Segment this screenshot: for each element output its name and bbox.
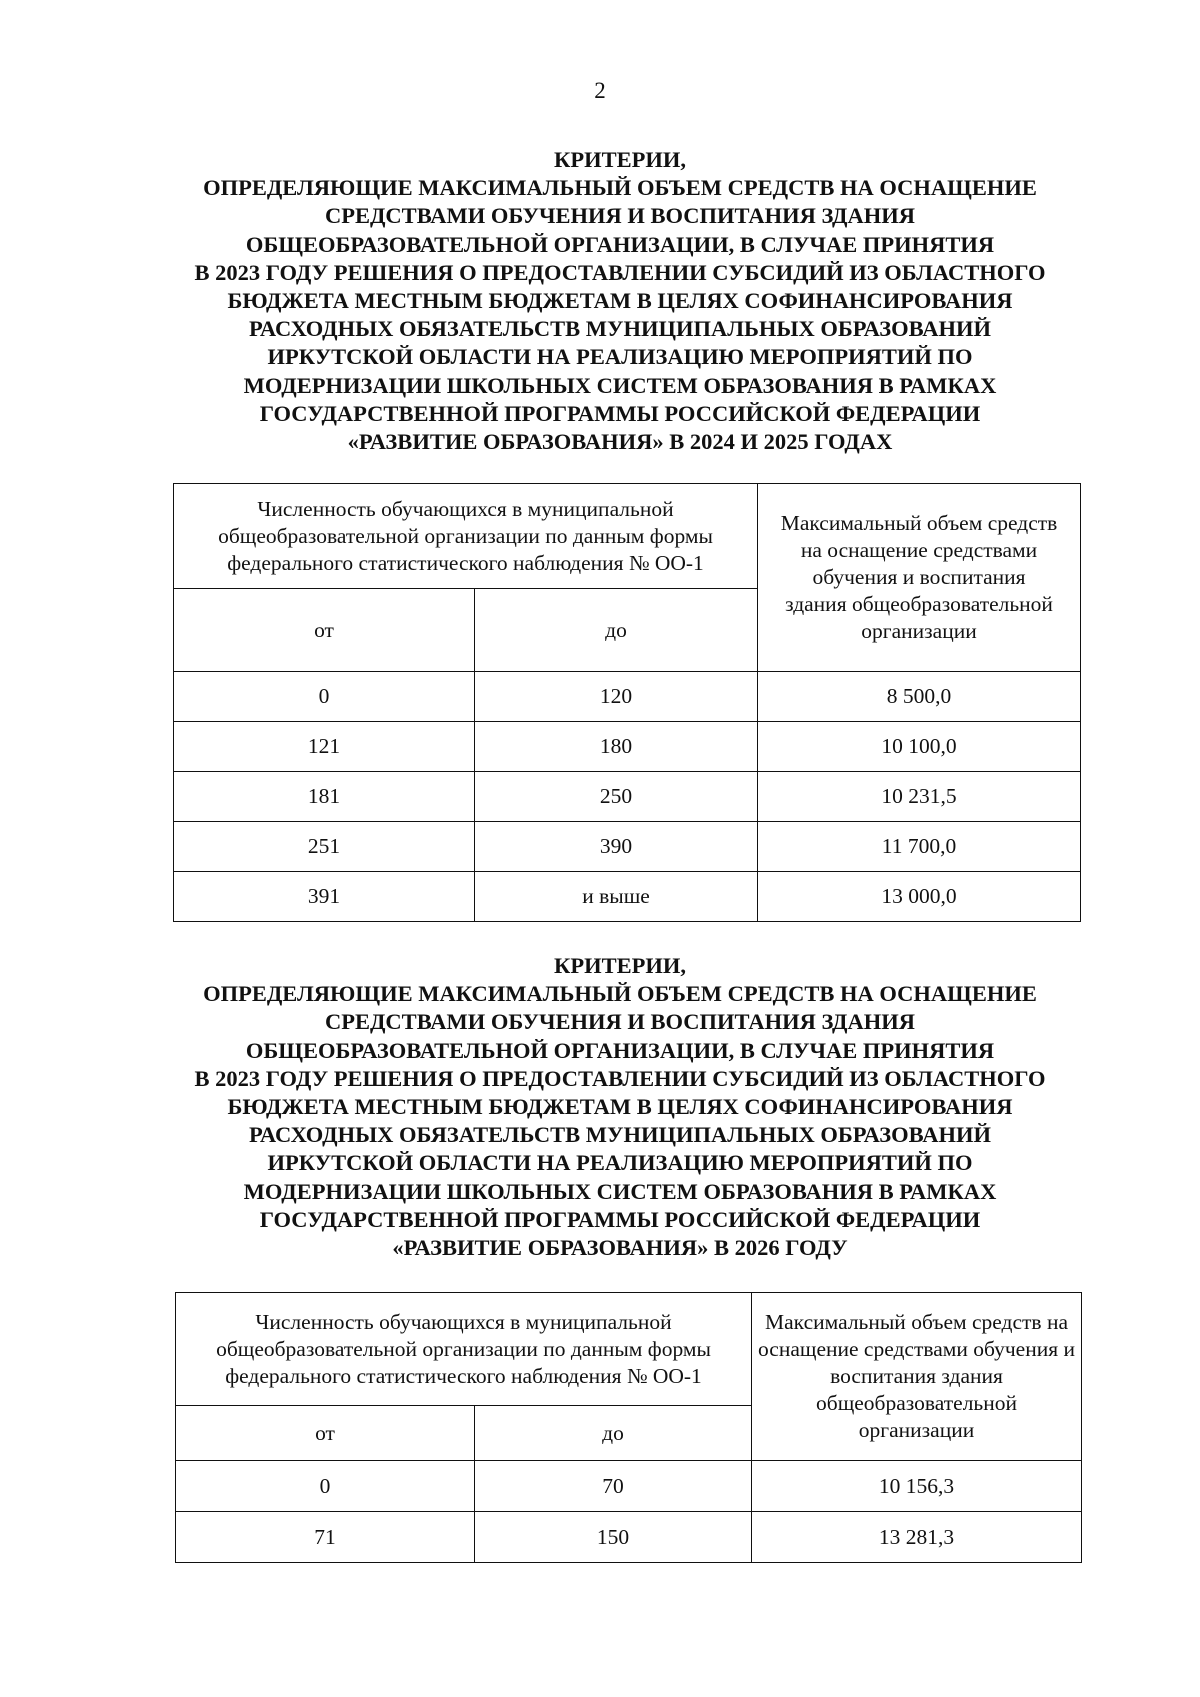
title-line: ГОСУДАРСТВЕННОЙ ПРОГРАММЫ РОССИЙСКОЙ ФЕДЕРАЦИИ bbox=[259, 400, 981, 426]
cell-from: 71 bbox=[176, 1512, 475, 1563]
title-line: КРИТЕРИИ, bbox=[554, 147, 686, 172]
criteria-title-2024-2025 bbox=[150, 146, 1090, 456]
title-line: ОПРЕДЕЛЯЮЩИЕ МАКСИМАЛЬНЫЙ ОБЪЕМ СРЕДСТВ НА ОСНАЩЕНИЕ bbox=[203, 175, 1037, 201]
header-to: до bbox=[475, 1406, 752, 1461]
cell-value: 13 281,3 bbox=[752, 1512, 1082, 1563]
header-max-funds: Максимальный объем средств на оснащение средствами обучения и воспитания здания общеобразовательной организации bbox=[752, 1293, 1082, 1461]
header-from: от bbox=[176, 1406, 475, 1461]
title-line: В 2023 ГОДУ РЕШЕНИЯ О ПРЕДОСТАВЛЕНИИ СУБСИДИЙ ИЗ ОБЛАСТНОГО bbox=[194, 259, 1046, 285]
cell-to: 70 bbox=[475, 1461, 752, 1512]
cell-to: 150 bbox=[475, 1512, 752, 1563]
title-line: ИРКУТСКОЙ ОБЛАСТИ НА РЕАЛИЗАЦИЮ МЕРОПРИЯТИЙ ПО bbox=[267, 1150, 973, 1176]
cell-from: 391 bbox=[174, 872, 475, 922]
cell-value: 10 156,3 bbox=[752, 1461, 1082, 1512]
cell-value: 10 231,5 bbox=[758, 772, 1081, 822]
title-line: МОДЕРНИЗАЦИИ ШКОЛЬНЫХ СИСТЕМ ОБРАЗОВАНИЯ В РАМКАХ bbox=[243, 1178, 997, 1204]
table-row bbox=[176, 1461, 1082, 1512]
page-number: 2 bbox=[594, 78, 606, 103]
table-header-row bbox=[176, 1293, 1082, 1406]
criteria-title-2026 bbox=[150, 952, 1090, 1262]
header-from: от bbox=[174, 589, 475, 672]
title-line: ГОСУДАРСТВЕННОЙ ПРОГРАММЫ РОССИЙСКОЙ ФЕДЕРАЦИИ bbox=[259, 1206, 981, 1232]
cell-to: и выше bbox=[475, 872, 758, 922]
title-line: В 2023 ГОДУ РЕШЕНИЯ О ПРЕДОСТАВЛЕНИИ СУБСИДИЙ ИЗ ОБЛАСТНОГО bbox=[194, 1065, 1046, 1091]
table-row bbox=[174, 872, 1081, 922]
cell-value: 8 500,0 bbox=[758, 672, 1081, 722]
table-row bbox=[174, 772, 1081, 822]
cell-from: 121 bbox=[174, 722, 475, 772]
title-line: БЮДЖЕТА МЕСТНЫМ БЮДЖЕТАМ В ЦЕЛЯХ СОФИНАНСИРОВАНИЯ bbox=[227, 288, 1013, 314]
table-header-row bbox=[174, 484, 1081, 589]
title-line: КРИТЕРИИ, bbox=[554, 953, 686, 978]
cell-from: 0 bbox=[174, 672, 475, 722]
cell-from: 251 bbox=[174, 822, 475, 872]
title-line: ОБЩЕОБРАЗОВАТЕЛЬНОЙ ОРГАНИЗАЦИИ, В СЛУЧАЕ ПРИНЯТИЯ bbox=[245, 1037, 995, 1063]
title-line: ОБЩЕОБРАЗОВАТЕЛЬНОЙ ОРГАНИЗАЦИИ, В СЛУЧАЕ ПРИНЯТИЯ bbox=[245, 231, 995, 257]
cell-value: 10 100,0 bbox=[758, 722, 1081, 772]
title-line: «РАЗВИТИЕ ОБРАЗОВАНИЯ» В 2024 И 2025 ГОДАХ bbox=[347, 429, 893, 455]
title-line: СРЕДСТВАМИ ОБУЧЕНИЯ И ВОСПИТАНИЯ ЗДАНИЯ bbox=[324, 203, 916, 229]
header-student-count: Численность обучающихся в муниципальной общеобразовательной организации по данным формы федерального статистического наблюдения № ОО-1 bbox=[174, 484, 758, 589]
criteria-table-2026 bbox=[175, 1292, 1082, 1563]
table-row bbox=[174, 672, 1081, 722]
criteria-table-2024-2025 bbox=[173, 483, 1081, 922]
title-line: МОДЕРНИЗАЦИИ ШКОЛЬНЫХ СИСТЕМ ОБРАЗОВАНИЯ В РАМКАХ bbox=[243, 372, 997, 398]
header-student-count: Численность обучающихся в муниципальной общеобразовательной организации по данным формы федерального статистического наблюдения № ОО-1 bbox=[176, 1293, 752, 1406]
cell-to: 120 bbox=[475, 672, 758, 722]
title-line: РАСХОДНЫХ ОБЯЗАТЕЛЬСТВ МУНИЦИПАЛЬНЫХ ОБРАЗОВАНИЙ bbox=[248, 316, 992, 342]
cell-value: 11 700,0 bbox=[758, 822, 1081, 872]
title-line: БЮДЖЕТА МЕСТНЫМ БЮДЖЕТАМ В ЦЕЛЯХ СОФИНАНСИРОВАНИЯ bbox=[227, 1094, 1013, 1120]
cell-to: 390 bbox=[475, 822, 758, 872]
table-row bbox=[174, 722, 1081, 772]
title-line: ИРКУТСКОЙ ОБЛАСТИ НА РЕАЛИЗАЦИЮ МЕРОПРИЯТИЙ ПО bbox=[267, 344, 973, 370]
cell-from: 0 bbox=[176, 1461, 475, 1512]
header-max-funds: Максимальный объем средств на оснащение средствами обучения и воспитания здания общеобразовательной организации bbox=[758, 484, 1081, 672]
title-line: ОПРЕДЕЛЯЮЩИЕ МАКСИМАЛЬНЫЙ ОБЪЕМ СРЕДСТВ НА ОСНАЩЕНИЕ bbox=[203, 981, 1037, 1007]
title-line: РАСХОДНЫХ ОБЯЗАТЕЛЬСТВ МУНИЦИПАЛЬНЫХ ОБРАЗОВАНИЙ bbox=[248, 1122, 992, 1148]
table-row bbox=[176, 1512, 1082, 1563]
cell-value: 13 000,0 bbox=[758, 872, 1081, 922]
cell-from: 181 bbox=[174, 772, 475, 822]
cell-to: 250 bbox=[475, 772, 758, 822]
header-to: до bbox=[475, 589, 758, 672]
cell-to: 180 bbox=[475, 722, 758, 772]
title-line: «РАЗВИТИЕ ОБРАЗОВАНИЯ» В 2026 ГОДУ bbox=[392, 1235, 848, 1261]
title-line: СРЕДСТВАМИ ОБУЧЕНИЯ И ВОСПИТАНИЯ ЗДАНИЯ bbox=[324, 1009, 916, 1035]
table-row bbox=[174, 822, 1081, 872]
